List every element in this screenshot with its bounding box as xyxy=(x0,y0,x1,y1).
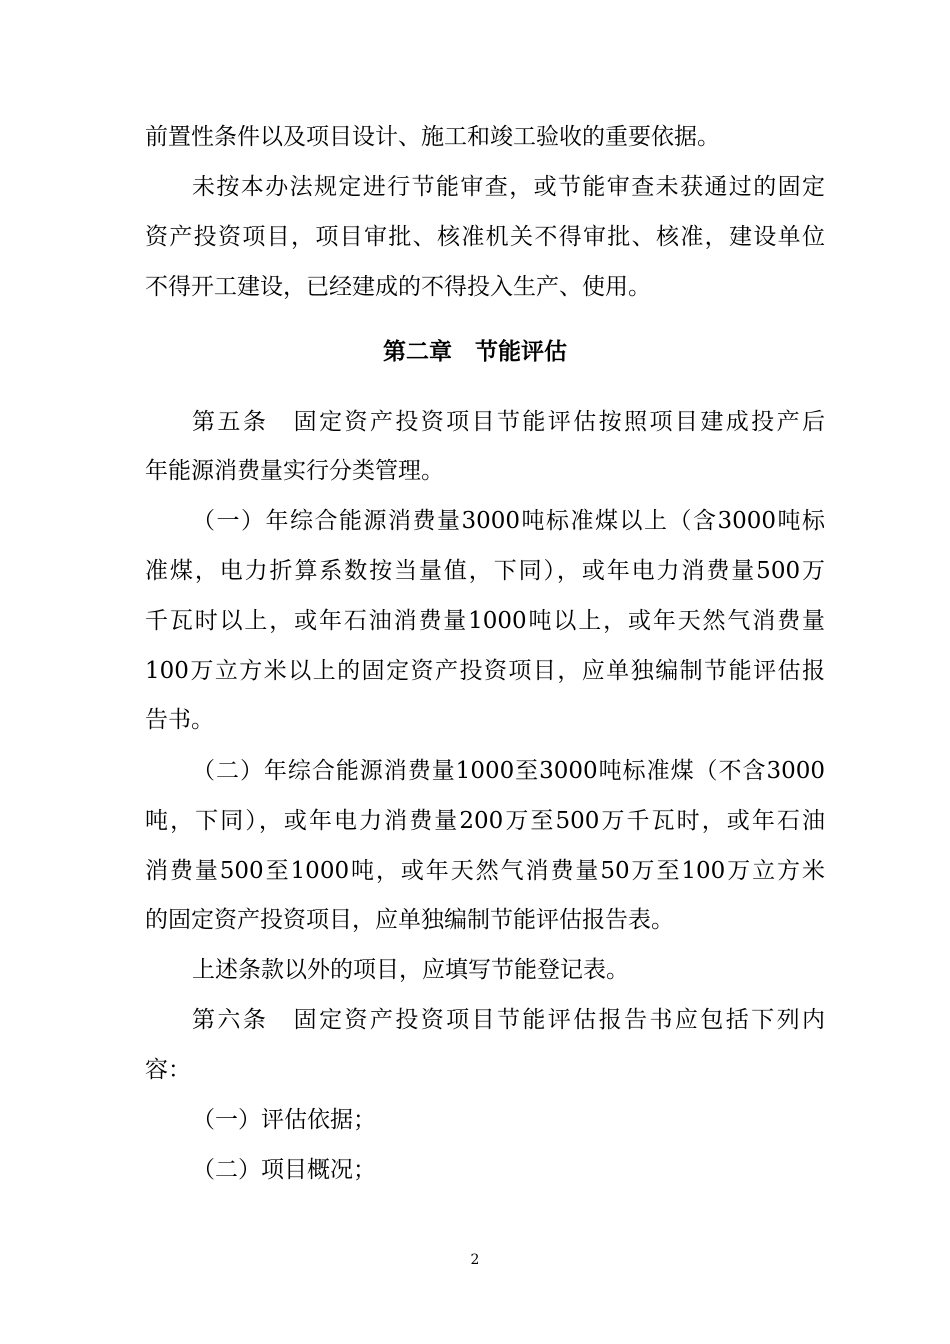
text-line: 不得开工建设，已经建成的不得投入生产、使用。 xyxy=(145,274,651,300)
text-line: 准煤，电力折算系数按当量值，下同），或年电力消费量500万 xyxy=(145,558,825,584)
text-line: 前置性条件以及项目设计、施工和竣工验收的重要依据。 xyxy=(145,124,720,150)
text-line: 资产投资项目，项目审批、核准机关不得审批、核准，建设单位 xyxy=(145,224,825,250)
text-line: 告书。 xyxy=(145,707,214,733)
text-line: 100万立方米以上的固定资产投资项目，应单独编制节能评估报 xyxy=(145,658,825,684)
text-line: 消费量500至1000吨，或年天然气消费量50万至100万立方米 xyxy=(145,858,825,884)
text-line: 吨，下同），或年电力消费量200万至500万千瓦时，或年石油 xyxy=(145,808,825,834)
text-line: 未按本办法规定进行节能审查，或节能审查未获通过的固定 xyxy=(192,174,825,200)
text-line: （二）年综合能源消费量1000至3000吨标准煤（不含3000 xyxy=(192,758,825,784)
text-line: 上述条款以外的项目，应填写节能登记表。 xyxy=(192,957,629,983)
text-line: （二）项目概况； xyxy=(192,1157,376,1183)
text-line: 年能源消费量实行分类管理。 xyxy=(145,458,444,484)
text-line: 千瓦时以上，或年石油消费量1000吨以上，或年天然气消费量 xyxy=(145,608,825,634)
text-line: 的固定资产投资项目，应单独编制节能评估报告表。 xyxy=(145,907,674,933)
text-line: （一）评估依据； xyxy=(192,1107,376,1133)
text-line: 第五条 固定资产投资项目节能评估按照项目建成投产后 xyxy=(192,409,825,435)
chapter-heading: 第二章 节能评估 xyxy=(383,339,567,365)
text-line: 第六条 固定资产投资项目节能评估报告书应包括下列内 xyxy=(192,1007,825,1033)
text-line: 容： xyxy=(145,1057,191,1083)
text-line: （一）年综合能源消费量3000吨标准煤以上（含3000吨标 xyxy=(192,508,825,534)
page-number: 2 xyxy=(470,1252,480,1268)
